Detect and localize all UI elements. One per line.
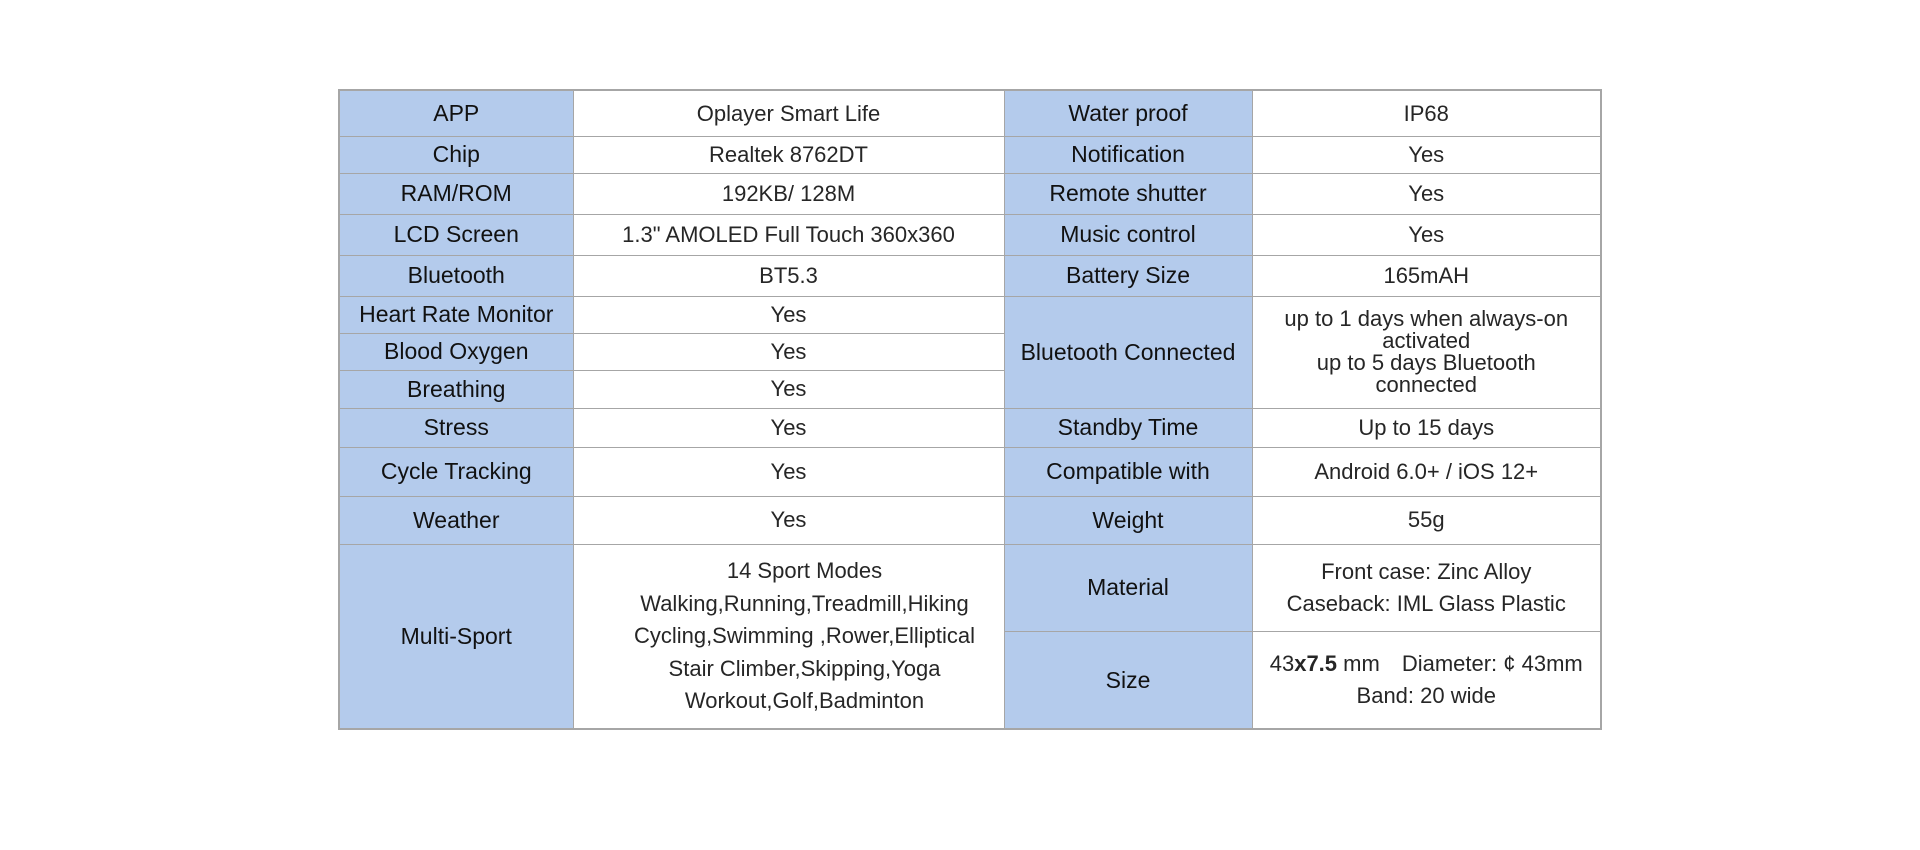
spec-label-cycle-tracking: Cycle Tracking — [339, 447, 573, 496]
sport-list-line: Workout,Golf,Badminton — [684, 688, 925, 713]
spec-label-heart-rate-monitor: Heart Rate Monitor — [339, 296, 573, 333]
sport-list-line: Cycling,Swimming ,Rower,Elliptical — [633, 623, 976, 648]
table-row — [339, 90, 1601, 136]
table-row — [339, 214, 1601, 255]
spec-label-weight: Weight — [1004, 496, 1252, 544]
spec-table — [338, 89, 1602, 730]
spec-label-app: APP — [339, 90, 573, 136]
spec-value-notification: Yes — [1252, 136, 1601, 173]
spec-label-battery-size: Battery Size — [1004, 255, 1252, 296]
spec-label-notification: Notification — [1004, 136, 1252, 173]
spec-value-remote-shutter: Yes — [1252, 173, 1601, 214]
spec-label-bluetooth-connected: Bluetooth Connected — [1004, 296, 1252, 408]
spec-value-water-proof: IP68 — [1252, 90, 1601, 136]
spec-value-weather: Yes — [573, 496, 1004, 544]
size-band-line: Band: 20 wide — [1356, 682, 1496, 708]
spec-label-stress: Stress — [339, 408, 573, 447]
size-dims-unit: mm — [1343, 650, 1380, 676]
spec-value-breathing: Yes — [573, 370, 1004, 408]
spec-label-ram-rom: RAM/ROM — [339, 173, 573, 214]
spec-value-compatible-with: Android 6.0+ / iOS 12+ — [1252, 447, 1601, 496]
spec-value-weight: 55g — [1252, 496, 1601, 544]
spec-label-size: Size — [1004, 631, 1252, 729]
spec-value-blood-oxygen: Yes — [573, 333, 1004, 370]
material-line: Front case: Zinc Alloy — [1321, 558, 1532, 584]
bluetooth-connected-line: activated — [1382, 328, 1471, 353]
sport-list-line: Stair Climber,Skipping,Yoga — [668, 655, 941, 681]
size-diameter: Diameter: ¢ 43mm — [1401, 650, 1583, 676]
spec-label-weather: Weather — [339, 496, 573, 544]
spec-label-music-control: Music control — [1004, 214, 1252, 255]
spec-label-compatible-with: Compatible with — [1004, 447, 1252, 496]
spec-value-music-control: Yes — [1252, 214, 1601, 255]
bluetooth-connected-line: connected — [1375, 372, 1478, 397]
spec-label-material: Material — [1004, 544, 1252, 631]
spec-label-chip: Chip — [339, 136, 573, 173]
spec-value-cycle-tracking: Yes — [573, 447, 1004, 496]
size-dimensions-line — [1259, 648, 1595, 680]
material-line: Caseback: IML Glass Plastic — [1286, 590, 1566, 616]
spec-value-multi-sport — [573, 544, 1004, 729]
bluetooth-connected-line: up to 1 days when always-on — [1284, 306, 1569, 331]
table-row — [339, 173, 1601, 214]
spec-value-battery-size: 165mAH — [1252, 255, 1601, 296]
sport-list-line: Walking,Running,Treadmill,Hiking — [640, 590, 969, 616]
spec-value-bluetooth-connected — [1252, 296, 1601, 408]
spec-label-lcd-screen: LCD Screen — [339, 214, 573, 255]
spec-value-heart-rate-monitor: Yes — [573, 296, 1004, 333]
table-row — [339, 255, 1601, 296]
bluetooth-connected-line: up to 5 days Bluetooth — [1316, 350, 1536, 375]
table-row — [339, 544, 1601, 631]
spec-label-multi-sport: Multi-Sport — [339, 544, 573, 729]
table-row — [339, 496, 1601, 544]
spec-value-size — [1252, 631, 1601, 729]
table-row — [339, 447, 1601, 496]
sport-list-line: 14 Sport Modes — [726, 558, 883, 583]
spec-label-breathing: Breathing — [339, 370, 573, 408]
spec-label-blood-oxygen: Blood Oxygen — [339, 333, 573, 370]
spec-label-standby-time: Standby Time — [1004, 408, 1252, 447]
size-dims-a: 43 — [1269, 650, 1295, 676]
spec-value-bluetooth: BT5.3 — [573, 255, 1004, 296]
spec-label-remote-shutter: Remote shutter — [1004, 173, 1252, 214]
spec-value-lcd-screen: 1.3" AMOLED Full Touch 360x360 — [573, 214, 1004, 255]
spec-value-app: Oplayer Smart Life — [573, 90, 1004, 136]
spec-value-material — [1252, 544, 1601, 631]
spec-value-stress: Yes — [573, 408, 1004, 447]
spec-label-bluetooth: Bluetooth — [339, 255, 573, 296]
table-row — [339, 136, 1601, 173]
spec-value-ram-rom: 192KB/ 128M — [573, 173, 1004, 214]
size-dims-b: x7.5 — [1294, 650, 1338, 676]
spec-value-chip: Realtek 8762DT — [573, 136, 1004, 173]
table-row — [339, 296, 1601, 333]
spec-label-water-proof: Water proof — [1004, 90, 1252, 136]
spec-value-standby-time: Up to 15 days — [1252, 408, 1601, 447]
table-row — [339, 408, 1601, 447]
